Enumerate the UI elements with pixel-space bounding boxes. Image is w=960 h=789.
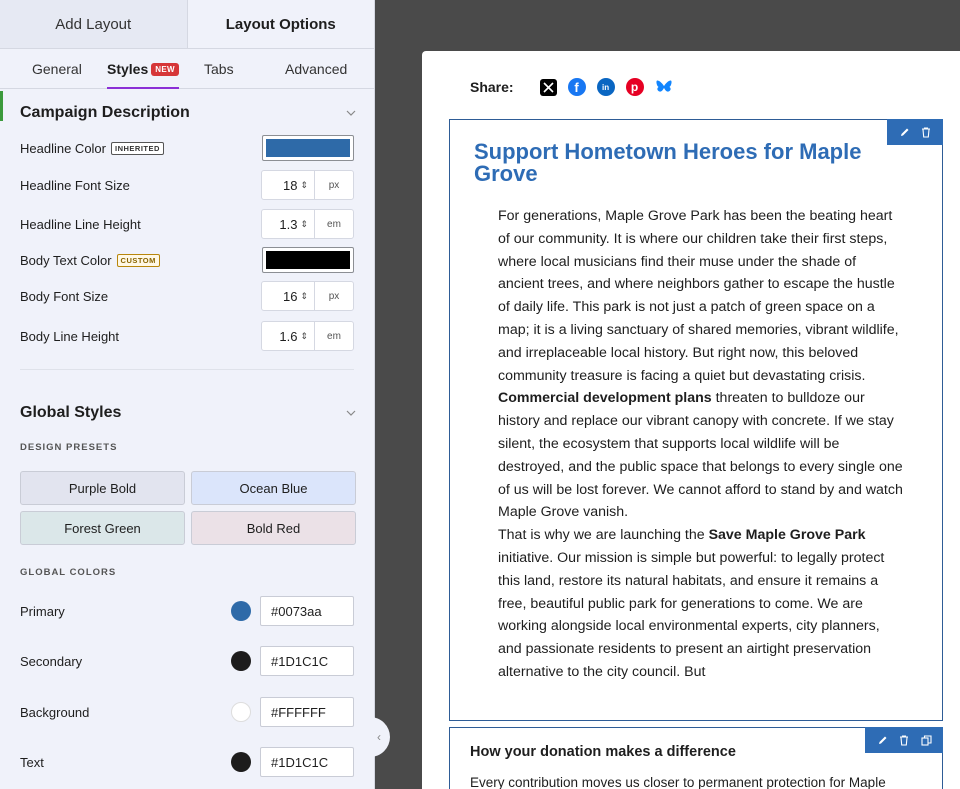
color-dot[interactable] xyxy=(231,702,251,722)
body-text: For generations, Maple Grove Park has been the beating heart of our community. It is where our children take their first steps, where local musicians find their muse under the shade of ancient trees, and where neighbors gather to escape the hustle of daily life. This park is not just a patch of green space on a map; it is a living sanctuary of shared memories, vibrant wildlife, and irreplaceable local history. But right now, this beloved community treasure is facing a quiet but devastating crisis. xyxy=(498,208,899,384)
value: 18 xyxy=(282,177,298,193)
layout-panel xyxy=(0,0,375,789)
value: 1.3 xyxy=(279,216,298,232)
color-row-background xyxy=(20,697,354,727)
tab-styles-label: Styles xyxy=(107,61,149,77)
body-line-height-label: Body Line Height xyxy=(20,328,120,344)
chevron-down-icon xyxy=(346,108,356,118)
campaign-headline: Support Hometown Heroes for Maple Grove xyxy=(474,139,862,186)
edit-icon[interactable] xyxy=(893,121,915,143)
divider xyxy=(20,369,354,370)
trash-icon[interactable] xyxy=(893,729,915,751)
preset-purple-bold[interactable]: Purple Bold xyxy=(20,471,185,505)
preset-bold-red[interactable]: Bold Red xyxy=(191,511,356,545)
trash-icon[interactable] xyxy=(915,121,937,143)
headline-line-height-label: Headline Line Height xyxy=(20,216,141,232)
body-font-size-label: Body Font Size xyxy=(20,288,109,304)
block-toolbar xyxy=(887,119,943,145)
headline-line-height-row xyxy=(20,209,354,239)
stepper-icon[interactable]: ⇕ xyxy=(300,290,308,301)
headline-font-size-input[interactable] xyxy=(262,171,315,199)
unit-label: px xyxy=(328,179,340,191)
bold-text: Commercial development plans xyxy=(498,390,712,407)
tab-general[interactable]: General xyxy=(32,61,82,77)
tab-styles[interactable] xyxy=(107,49,179,89)
body-text: threaten to bulldoze our history and replace our vibrant canopy with concrete. If we stay silent, the ecosystem that supports local wildlife will be destroyed, and the public space that belongs to every single one of us will be lost forever. We cannot afford to stand by and watch Maple Grove vanish. xyxy=(498,390,903,521)
top-tabs xyxy=(0,0,374,49)
section-title: Global Styles xyxy=(20,404,122,421)
body-text-color-swatch xyxy=(266,251,350,269)
secondary-hex-input[interactable]: #1D1C1C xyxy=(260,646,354,676)
body-text: That is why we are launching the xyxy=(498,527,709,544)
color-label: Secondary xyxy=(20,653,83,669)
body-line-height-row xyxy=(20,321,354,351)
edit-icon[interactable] xyxy=(871,729,893,751)
headline-color-label: Headline Color xyxy=(20,140,106,156)
x-icon[interactable] xyxy=(540,79,557,96)
share-icons xyxy=(540,78,684,96)
donation-body: Every contribution moves us closer to permanent protection for Maple xyxy=(470,775,886,789)
headline-line-height-input[interactable] xyxy=(262,210,315,238)
color-dot[interactable] xyxy=(231,651,251,671)
color-label: Primary xyxy=(20,603,65,619)
color-dot[interactable] xyxy=(231,601,251,621)
headline-font-size-row xyxy=(20,170,354,200)
stepper-icon[interactable]: ⇕ xyxy=(300,330,308,341)
body-text-color-picker[interactable] xyxy=(262,247,354,273)
inherited-tag: INHERITED xyxy=(111,142,164,155)
color-label: Text xyxy=(20,754,44,770)
stepper-icon[interactable]: ⇕ xyxy=(300,179,308,190)
donation-headline: How your donation makes a difference xyxy=(470,744,736,760)
linkedin-icon[interactable]: in xyxy=(597,78,615,96)
preset-forest-green[interactable]: Forest Green xyxy=(20,511,185,545)
color-row-text xyxy=(20,747,354,777)
collapse-panel-handle[interactable] xyxy=(368,717,390,757)
text-hex-input[interactable]: #1D1C1C xyxy=(260,747,354,777)
facebook-icon[interactable]: f xyxy=(568,78,586,96)
body-text: initiative. Our mission is simple but powerful: to legally protect this land, restore its natural habitats, and ensure it remains a free, beautiful public park for generations to come. We are working alongside local environmental experts, city planners, and passionate residents to present an airtight preservation alternative to the city council. But xyxy=(498,549,885,680)
body-text-color-row xyxy=(20,245,354,275)
campaign-description-header[interactable] xyxy=(20,104,356,122)
design-presets-heading: DESIGN PRESETS xyxy=(20,442,118,453)
stepper-icon[interactable]: ⇕ xyxy=(300,218,308,229)
body-font-size-input[interactable] xyxy=(262,282,315,310)
primary-hex-input[interactable]: #0073aa xyxy=(260,596,354,626)
bluesky-icon[interactable] xyxy=(655,78,673,96)
preset-ocean-blue[interactable]: Ocean Blue xyxy=(191,471,356,505)
color-row-primary xyxy=(20,596,354,626)
unit-label: px xyxy=(328,290,340,302)
pinterest-icon[interactable]: p xyxy=(626,78,644,96)
headline-color-row xyxy=(20,133,354,163)
color-row-secondary xyxy=(20,646,354,676)
headline-color-swatch xyxy=(266,139,350,157)
campaign-body xyxy=(498,205,903,684)
tab-layout-options[interactable]: Layout Options xyxy=(187,0,375,48)
tab-advanced[interactable]: Advanced xyxy=(285,61,348,77)
chevron-down-icon xyxy=(346,408,356,418)
headline-font-size-label: Headline Font Size xyxy=(20,177,130,193)
custom-tag: CUSTOM xyxy=(117,254,160,267)
share-bar xyxy=(470,78,684,96)
block-toolbar xyxy=(865,727,943,753)
global-styles-header[interactable] xyxy=(20,404,356,422)
tab-tabs[interactable]: Tabs xyxy=(204,61,234,77)
section-title: Campaign Description xyxy=(20,104,190,121)
chevron-left-icon: ‹ xyxy=(377,730,381,744)
bold-text: Save Maple Grove Park xyxy=(708,527,866,544)
tab-add-layout[interactable]: Add Layout xyxy=(0,0,187,48)
value: 16 xyxy=(282,288,298,304)
background-hex-input[interactable]: #FFFFFF xyxy=(260,697,354,727)
new-badge: NEW xyxy=(151,63,179,76)
body-line-height-input[interactable] xyxy=(262,322,315,350)
sub-tabs xyxy=(0,49,374,89)
body-text-color-label: Body Text Color xyxy=(20,252,112,268)
color-dot[interactable] xyxy=(231,752,251,772)
duplicate-icon[interactable] xyxy=(915,729,937,751)
global-colors-heading: GLOBAL COLORS xyxy=(20,567,117,578)
body-font-size-row xyxy=(20,281,354,311)
headline-color-picker[interactable] xyxy=(262,135,354,161)
share-label: Share: xyxy=(470,79,514,95)
unit-label: em xyxy=(327,218,341,230)
campaign-preview xyxy=(422,51,960,789)
color-label: Background xyxy=(20,704,90,720)
unit-label: em xyxy=(327,330,341,342)
value: 1.6 xyxy=(279,328,298,344)
active-section-indicator xyxy=(0,91,3,121)
